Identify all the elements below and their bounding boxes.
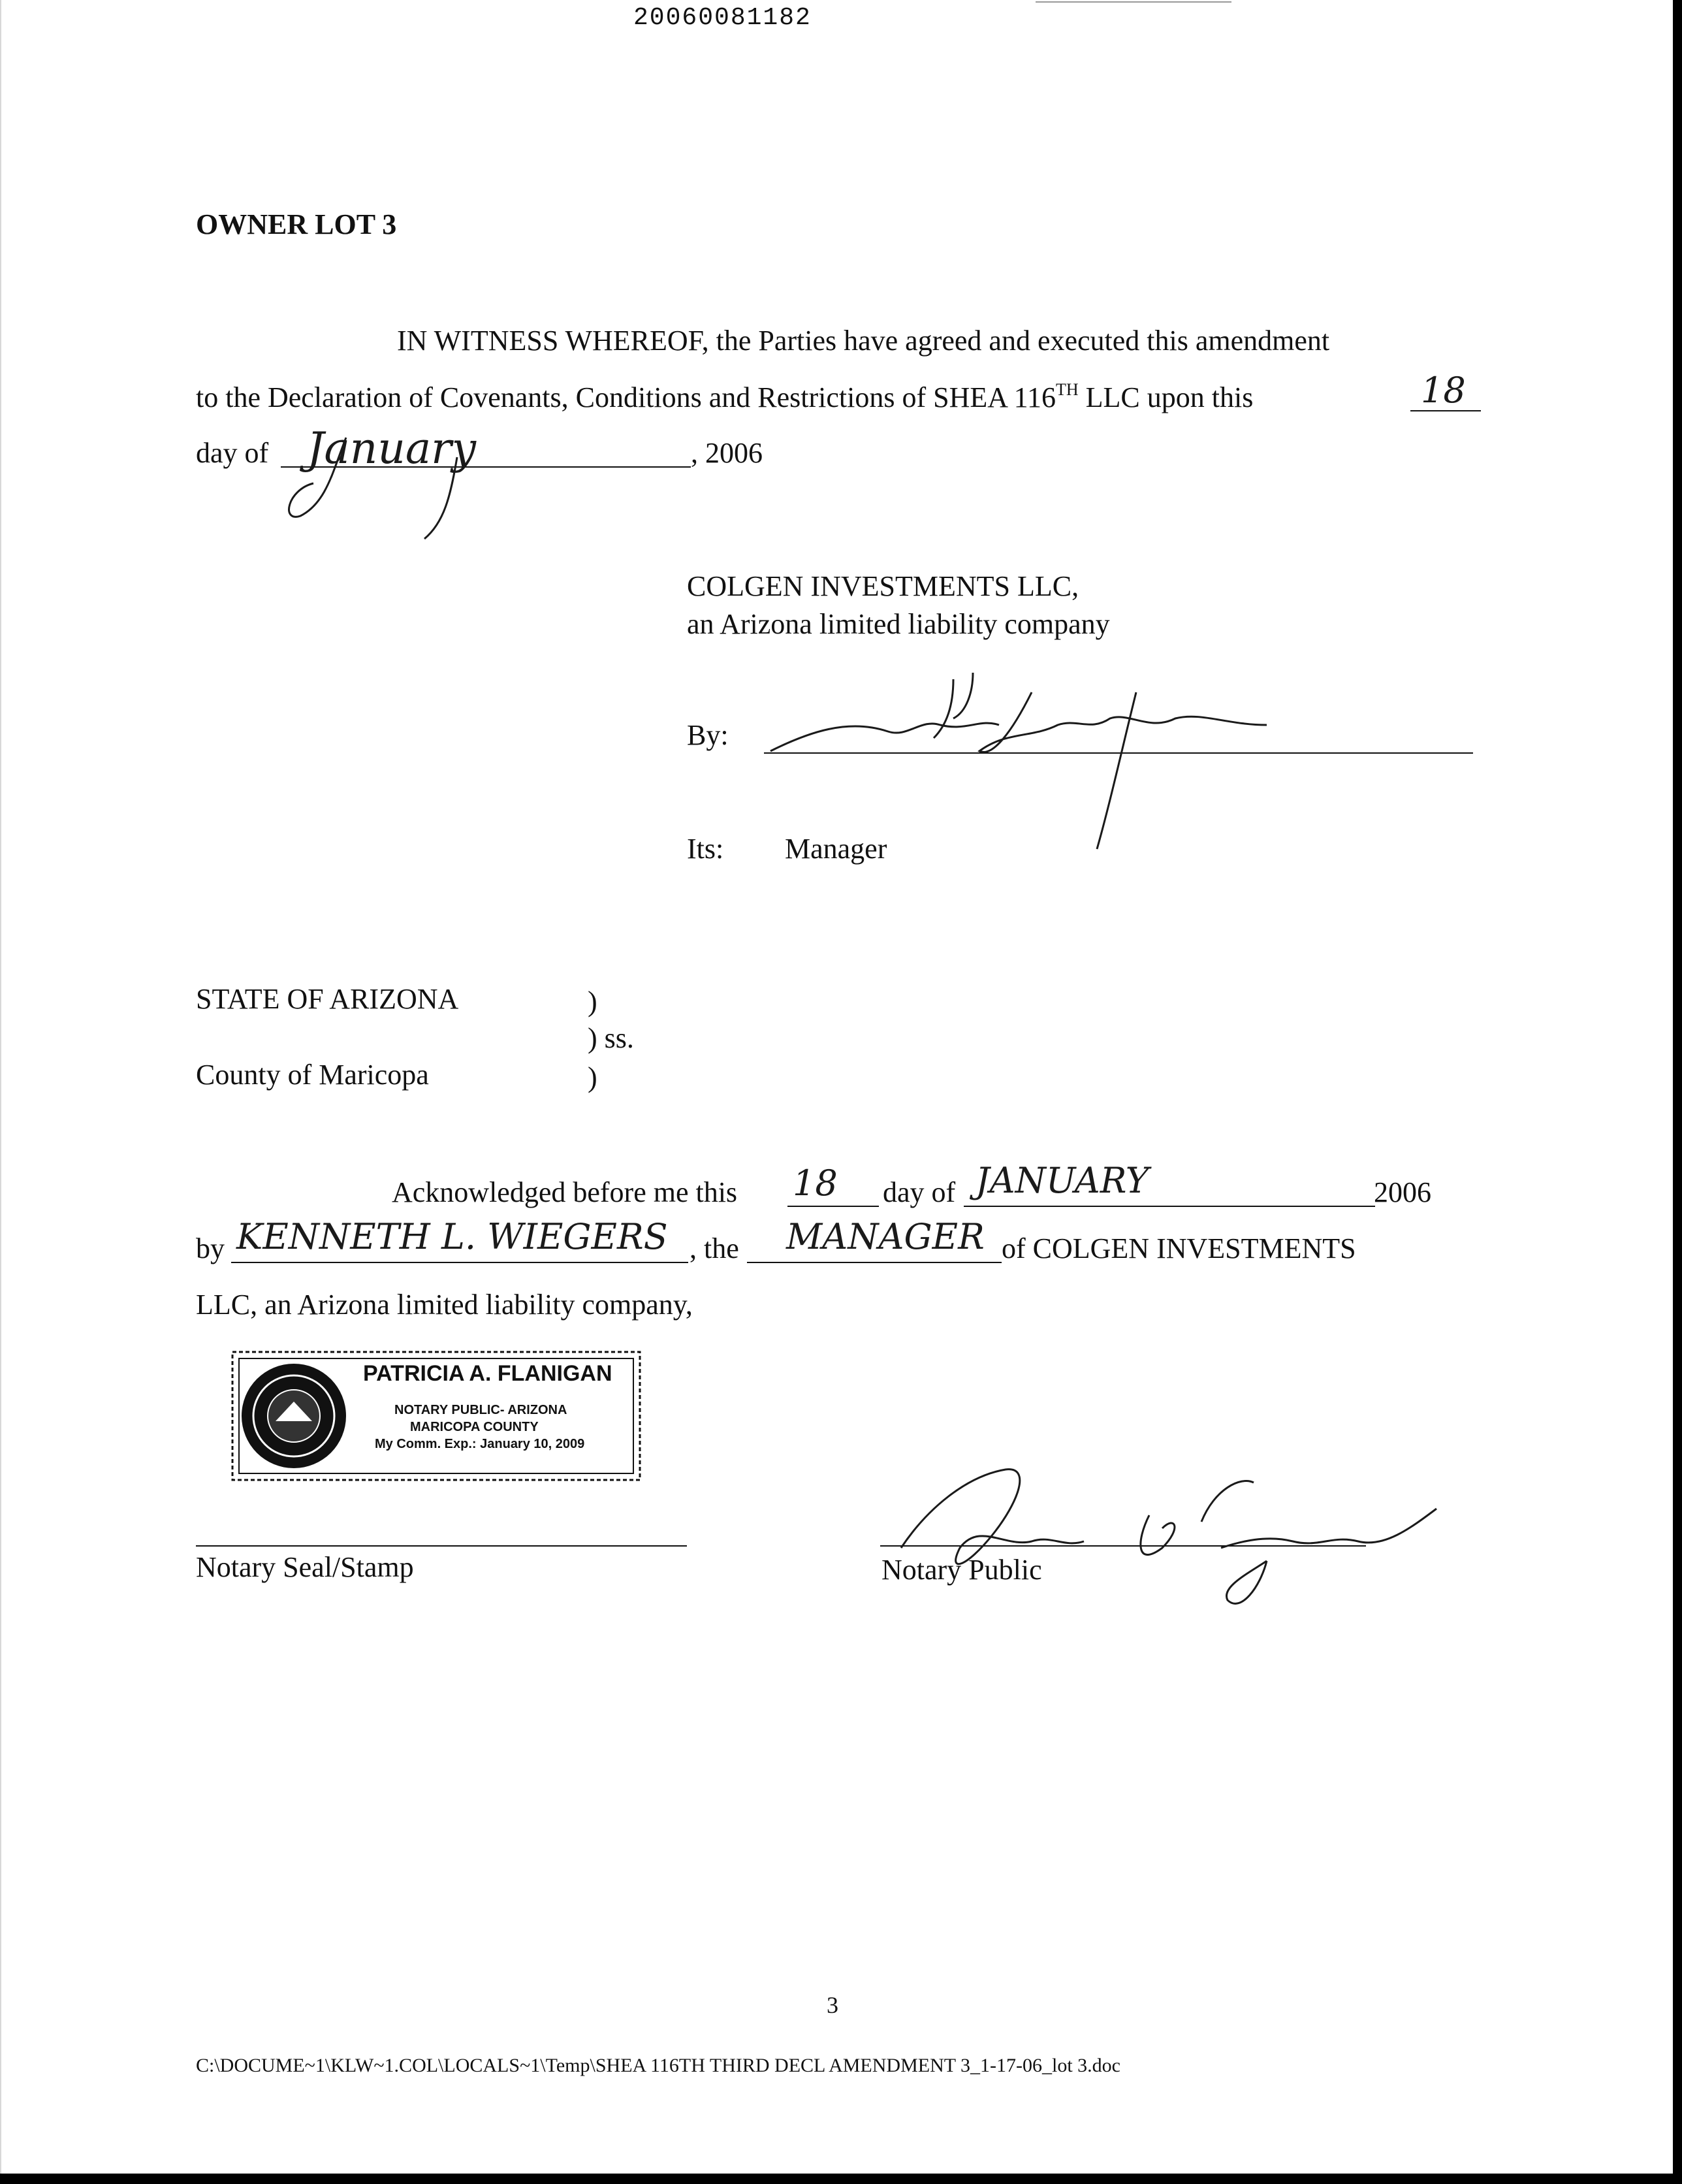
ack-handwritten-name: KENNETH L. WIEGERS bbox=[236, 1216, 668, 1257]
stamp-line-1: NOTARY PUBLIC- ARIZONA bbox=[394, 1403, 567, 1417]
notary-public-label: Notary Public bbox=[881, 1554, 1042, 1586]
heading: OWNER LOT 3 bbox=[196, 208, 397, 240]
its-value: Manager bbox=[785, 833, 887, 865]
handwritten-day: 18 bbox=[1421, 370, 1466, 411]
ack-of-company: of COLGEN INVESTMENTS bbox=[1002, 1232, 1356, 1264]
footer-file-path: C:\DOCUME~1\KLW~1.COL\LOCALS~1\Temp\SHEA 116TH THIRD DECL AMENDMENT 3_1-17-06_lot 3.doc bbox=[196, 2055, 1120, 2076]
handwritten-month: January bbox=[307, 423, 477, 474]
manager-signature bbox=[757, 653, 1312, 856]
by-label: By: bbox=[687, 719, 729, 751]
venue-paren-1: ) bbox=[588, 986, 597, 1018]
ack-handwritten-month: JANUARY bbox=[976, 1160, 1149, 1201]
notary-seal-line bbox=[196, 1545, 687, 1547]
company-name: COLGEN INVESTMENTS LLC, bbox=[687, 570, 1079, 602]
company-description: an Arizona limited liability company bbox=[687, 608, 1110, 640]
stamp-line-3: My Comm. Exp.: January 10, 2009 bbox=[375, 1437, 585, 1451]
ack-the: , the bbox=[690, 1232, 739, 1264]
scan-right-edge bbox=[1673, 0, 1682, 2184]
notary-seal-label: Notary Seal/Stamp bbox=[196, 1551, 414, 1583]
document-number: 20060081182 bbox=[633, 4, 812, 32]
venue-paren-2: ) bbox=[588, 1061, 597, 1093]
ack-handwritten-day: 18 bbox=[793, 1163, 838, 1204]
stamp-line-2: MARICOPA COUNTY bbox=[410, 1420, 539, 1434]
ack-day-line bbox=[787, 1206, 879, 1207]
witness-line-2 bbox=[196, 381, 1253, 412]
its-label: Its: bbox=[687, 833, 724, 865]
notary-signature bbox=[875, 1417, 1450, 1626]
ack-line-3: LLC, an Arizona limited liability company, bbox=[196, 1289, 693, 1321]
venue-county: County of Maricopa bbox=[196, 1059, 429, 1091]
ack-by: by bbox=[196, 1232, 225, 1264]
ack-month-line bbox=[964, 1206, 1375, 1207]
scan-left-edge bbox=[0, 0, 1, 2184]
month-flourish bbox=[274, 431, 483, 549]
top-rule bbox=[1036, 1, 1231, 3]
page-number: 3 bbox=[827, 1992, 838, 2018]
scan-bottom-edge bbox=[0, 2174, 1682, 2184]
ack-text-1: Acknowledged before me this bbox=[392, 1176, 738, 1208]
venue-ss: ) ss. bbox=[588, 1022, 634, 1054]
witness-line-3-label: day of bbox=[196, 437, 269, 469]
ack-handwritten-title: MANAGER bbox=[786, 1216, 985, 1257]
ack-year: 2006 bbox=[1374, 1176, 1431, 1208]
witness-line-3-year: , 2006 bbox=[691, 437, 763, 469]
venue-state: STATE OF ARIZONA bbox=[196, 983, 459, 1015]
ack-name-line bbox=[231, 1262, 688, 1263]
notary-stamp bbox=[230, 1349, 643, 1483]
stamp-name: PATRICIA A. FLANIGAN bbox=[363, 1361, 612, 1386]
ack-title-line bbox=[747, 1262, 1002, 1263]
witness-superscript: TH bbox=[1055, 380, 1079, 399]
witness-line-2-end: LLC upon this bbox=[1078, 381, 1254, 413]
ack-text-2: day of bbox=[883, 1176, 956, 1208]
witness-line-2-text: to the Declaration of Covenants, Conditions and Restrictions of SHEA 116 bbox=[196, 381, 1056, 413]
witness-line-1: IN WITNESS WHEREOF, the Parties have agreed and executed this amendment bbox=[397, 325, 1330, 357]
